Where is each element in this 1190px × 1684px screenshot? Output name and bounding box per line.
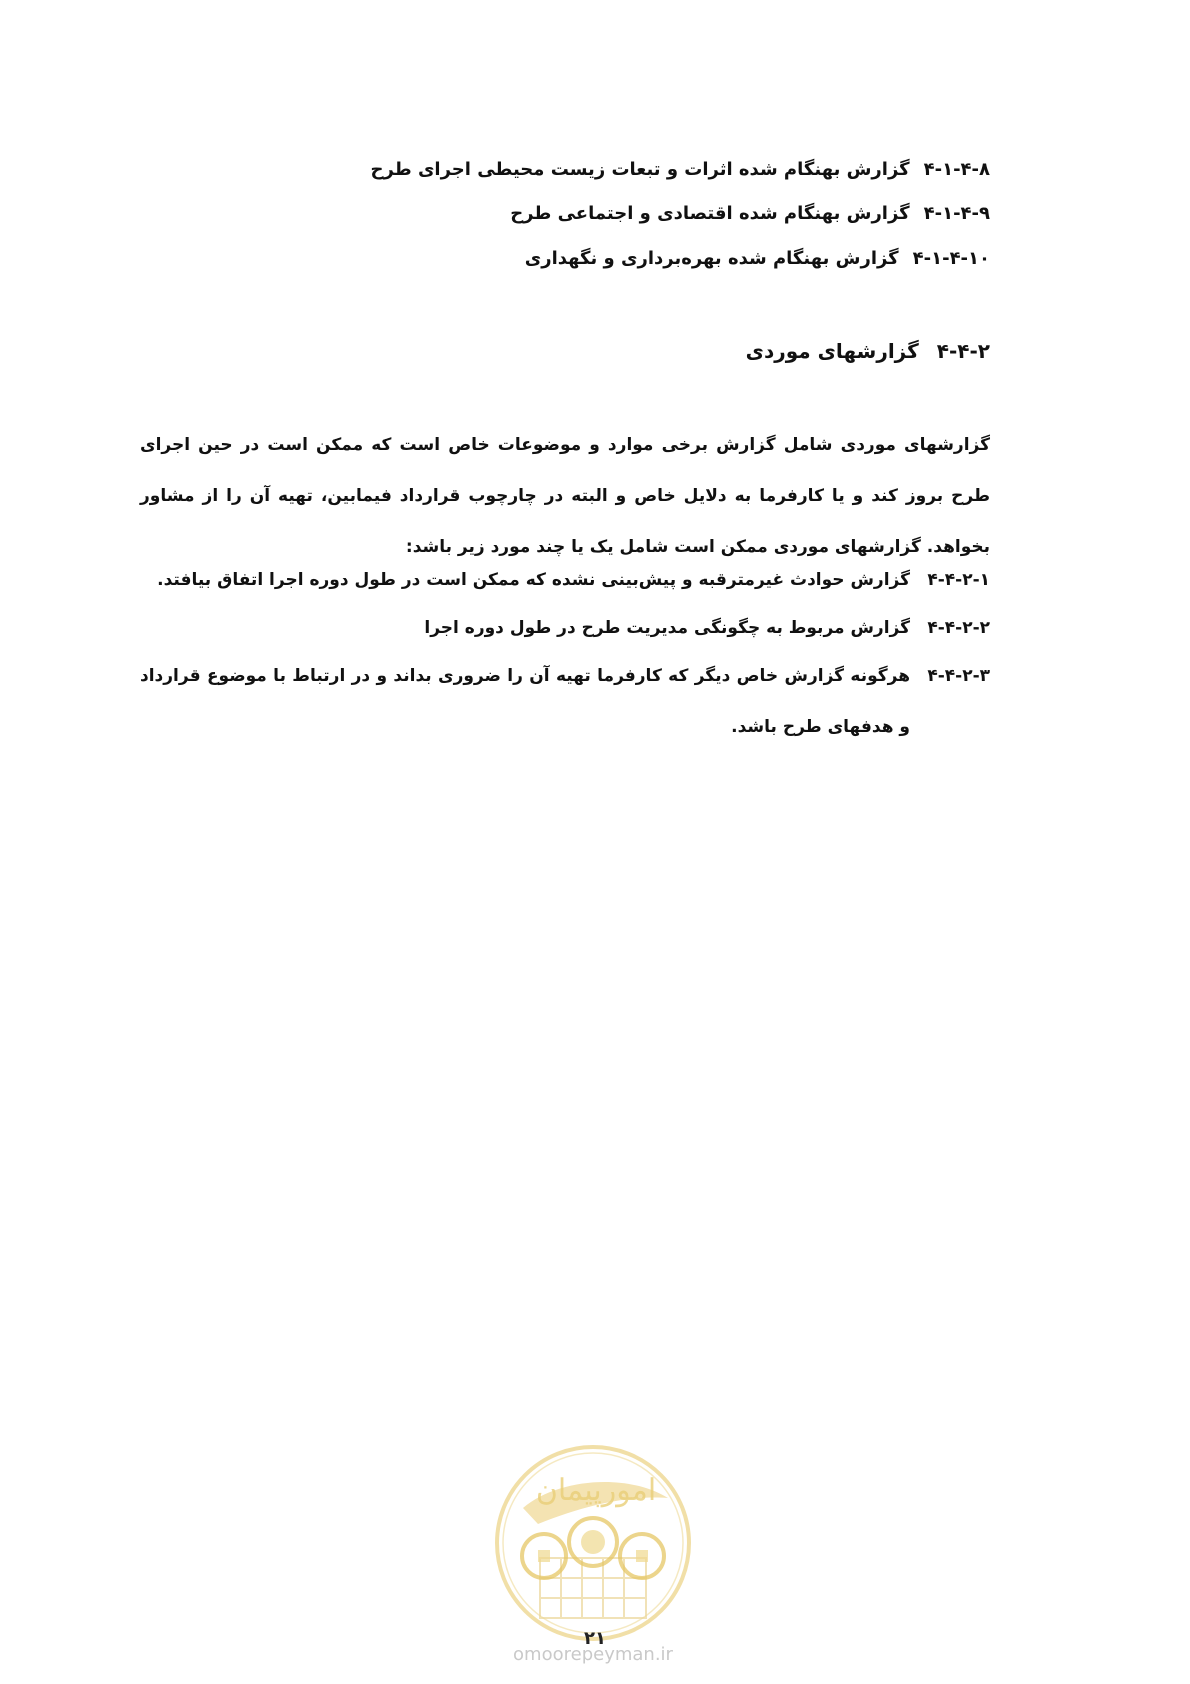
section-title: گزارشهای موردی — [745, 339, 919, 363]
report-item — [371, 156, 990, 184]
report-item — [525, 245, 990, 273]
item-number: ۴-۱-۴-۸ — [923, 159, 990, 180]
report-item — [510, 200, 990, 228]
item-number: ۴-۱-۴-۱۰ — [912, 248, 990, 269]
logo-text: امورپیمان — [535, 1473, 657, 1508]
item-text: هرگونه گزارش خاص دیگر که کارفرما تهیه آن را ضروری بداند و در ارتباط با موضوع قرارداد و هدفهای طرح باشد. — [140, 666, 910, 737]
item-number: ۴-۴-۲-۳ — [927, 666, 990, 686]
case-item — [140, 603, 990, 654]
case-item — [140, 651, 990, 753]
item-text: گزارش حوادث غیرمترقبه و پیش‌بینی نشده که ممکن است در طول دوره اجرا اتفاق بیافتد. — [157, 570, 910, 590]
intro-paragraph: گزارشهای موردی شامل گزارش برخی موارد و موضوعات خاص است که ممکن است در حین اجرای طرح بروز کند و یا کارفرما به دلایل خاص و البته در چارچوب قرارداد فیمابین، تهیه آن را از مشاور بخواهد. گزارشهای موردی ممکن است شامل یک یا چند مورد زیر باشد: — [140, 435, 990, 557]
section-heading — [746, 336, 990, 366]
watermark-site: omoorepeyman.ir — [513, 1644, 673, 1665]
case-item — [140, 555, 990, 606]
item-text: گزارش بهنگام شده بهره‌برداری و نگهداری — [524, 248, 899, 269]
item-text: گزارش بهنگام شده اقتصادی و اجتماعی طرح — [510, 203, 910, 224]
page-number: ۲۱ — [584, 1628, 606, 1649]
item-text: گزارش بهنگام شده اثرات و تبعات زیست محیطی اجرای طرح — [370, 159, 910, 180]
item-number: ۴-۴-۲-۲ — [927, 618, 990, 638]
item-text: گزارش مربوط به چگونگی مدیریت طرح در طول دوره اجرا — [424, 618, 910, 638]
seal-icon — [478, 1438, 708, 1648]
section-number: ۴-۴-۲ — [936, 339, 990, 363]
item-number: ۴-۴-۲-۱ — [927, 570, 990, 590]
item-number: ۴-۱-۴-۹ — [923, 203, 990, 224]
